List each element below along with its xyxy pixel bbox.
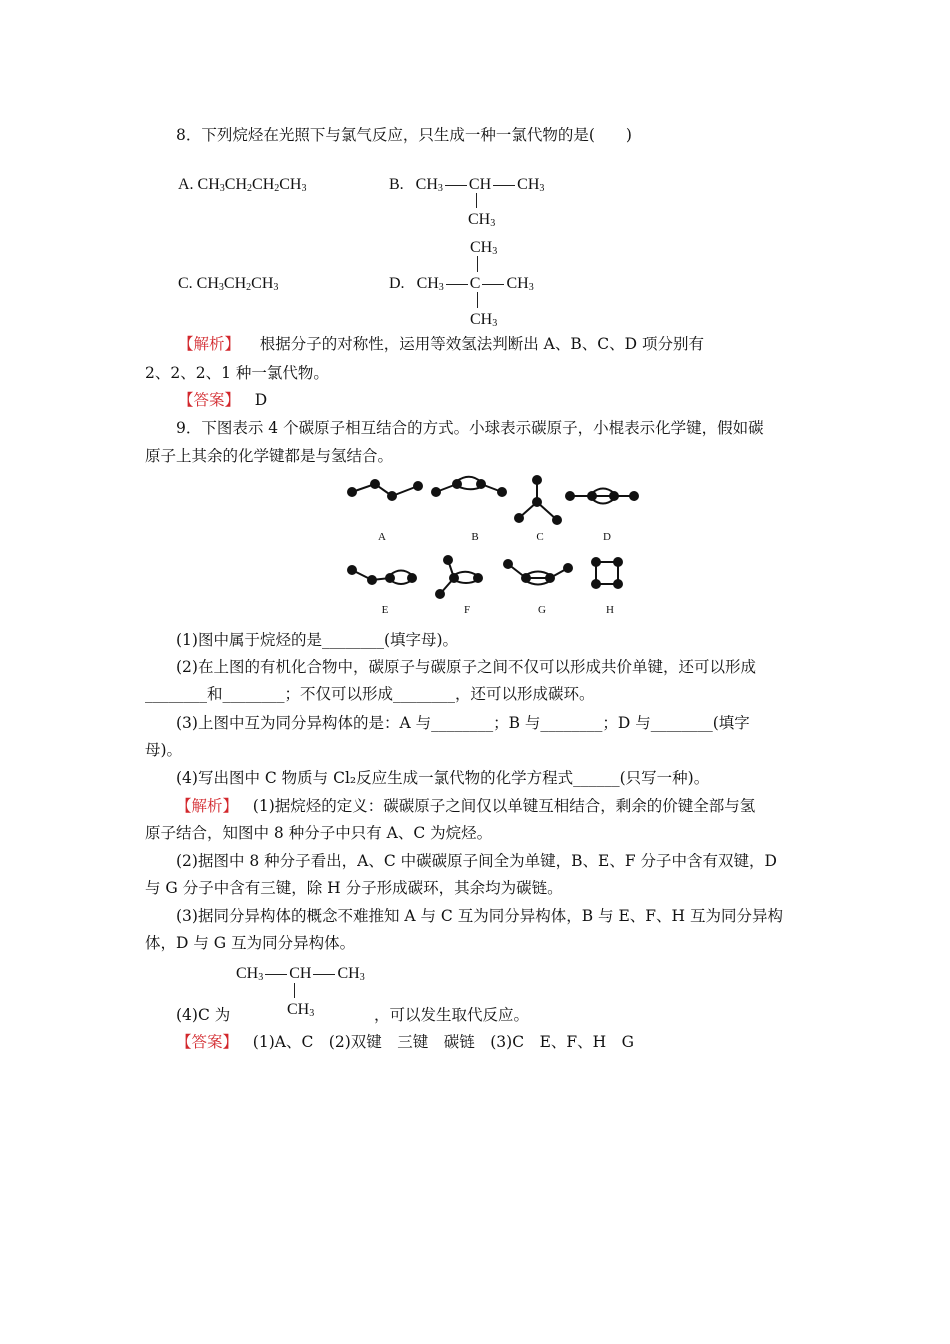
q9-sub2-2: ________和________；不仅可以形成________，还可以形成碳环。 bbox=[145, 685, 595, 703]
q9-stem-2: 原子上其余的化学键都是与氢结合。 bbox=[145, 447, 394, 465]
q8-option-d-label: D. bbox=[389, 275, 405, 292]
figure-label-g: G bbox=[538, 604, 546, 616]
isobutane-branch: $CH_3$ bbox=[287, 1001, 315, 1019]
q8-analysis-tag: 【解析】 bbox=[178, 335, 241, 353]
q9-analysis-4-prefix: (4)C 为 bbox=[176, 1006, 231, 1024]
q8-analysis bbox=[178, 334, 704, 354]
q8-option-d-top: $CH_3$ bbox=[470, 239, 498, 257]
q8-option-d-bond-bottom bbox=[477, 292, 478, 308]
q9-sub3-1: (3)上图中互为同分异构体的是：A 与________；B 与________；D 与________(填字 bbox=[176, 714, 750, 732]
figure-label-f: F bbox=[463, 604, 471, 616]
q9-analysis-text-2: 原子结合，知图中 8 种分子中只有 A、C 为烷烃。 bbox=[145, 824, 493, 842]
q9-analysis-4-suffix: ，可以发生取代反应。 bbox=[374, 1006, 530, 1024]
q9-sub1: (1)图中属于烷烃的是________(填字母)。 bbox=[176, 631, 459, 649]
q9-analysis-text-1: (1)据烷烃的定义：碳碳原子之间仅以单键互相结合，剩余的价键全部与氢 bbox=[252, 797, 756, 815]
q8-option-d: D. $CH_3$ C $CH_3$ bbox=[389, 275, 534, 293]
figure-label-c: C bbox=[536, 531, 544, 543]
q9-sub2-1: (2)在上图的有机化合物中，碳原子与碳原子之间不仅可以形成共价单键，还可以形成 bbox=[176, 658, 756, 676]
q9-analysis-text-3: (2)据图中 8 种分子看出，A、C 中碳碳原子间全为单键，B、E、F 分子中含有双键，D bbox=[176, 852, 777, 870]
isobutane-bond bbox=[294, 983, 295, 998]
figure-label-h: H bbox=[606, 604, 614, 616]
q9-sub3-2: 母)。 bbox=[145, 741, 183, 759]
q8-option-b: B. $CH_3$ CH $CH_3$ bbox=[389, 176, 545, 194]
q8-option-d-bond-top bbox=[477, 256, 478, 272]
q8-option-b-label: B. bbox=[389, 176, 404, 193]
q9-analysis-tag: 【解析】 bbox=[176, 797, 239, 815]
figure-label-d: D bbox=[603, 531, 611, 543]
q8-analysis-text-2: 2、2、2、1 种一氯代物。 bbox=[145, 364, 329, 382]
figure-label-a: A bbox=[378, 531, 386, 543]
q8-option-b-branch: $CH_3$ bbox=[468, 211, 496, 229]
carbon-skeleton-figure bbox=[330, 470, 650, 620]
q9-answer-tag: 【答案】 bbox=[176, 1033, 239, 1051]
q9-answer bbox=[176, 1032, 634, 1052]
q9-analysis-text-6: 体，D 与 G 互为同分异构体。 bbox=[145, 934, 356, 952]
q8-analysis-text-1: 根据分子的对称性，运用等效氢法判断出 A、B、C、D 项分别有 bbox=[259, 335, 704, 353]
q8-option-b-bond bbox=[476, 193, 477, 208]
q9-analysis-text-4: 与 G 分子中含有三键，除 H 分子形成碳环，其余均为碳链。 bbox=[145, 879, 563, 897]
q9-analysis-text-5: (3)据同分异构体的概念不难推知 A 与 C 互为同分异构体，B 与 E、F、H 互为同分异构 bbox=[176, 907, 783, 925]
q8-stem: 8．下列烷烃在光照下与氯气反应，只生成一种一氯代物的是( ) bbox=[176, 126, 632, 144]
q9-stem-1: 9．下图表示 4 个碳原子相互结合的方式。小球表示碳原子，小棍表示化学键，假如碳 bbox=[176, 419, 764, 437]
q8-option-c: C. $CH_3CH_2CH_3$ bbox=[178, 275, 279, 293]
q9-answer-value: (1)A、C (2)双键 三键 碳链 (3)C E、F、H G bbox=[252, 1033, 635, 1051]
figure-label-b: B bbox=[471, 531, 479, 543]
q8-answer-tag: 【答案】 bbox=[178, 391, 241, 409]
q8-answer bbox=[178, 390, 267, 410]
figure-label-e: E bbox=[381, 604, 389, 616]
q8-option-d-bottom: $CH_3$ bbox=[470, 311, 498, 329]
q8-option-a: A. $CH_3CH_2CH_2CH_3$ bbox=[178, 176, 307, 194]
q9-analysis-1 bbox=[176, 796, 755, 816]
isobutane-main-chain: $CH_3$ CH $CH_3$ bbox=[236, 965, 365, 983]
q9-sub4: (4)写出图中 C 物质与 Cl₂反应生成一氯代物的化学方程式______(只写一种)。 bbox=[176, 769, 710, 787]
q8-answer-value: D bbox=[254, 391, 268, 409]
